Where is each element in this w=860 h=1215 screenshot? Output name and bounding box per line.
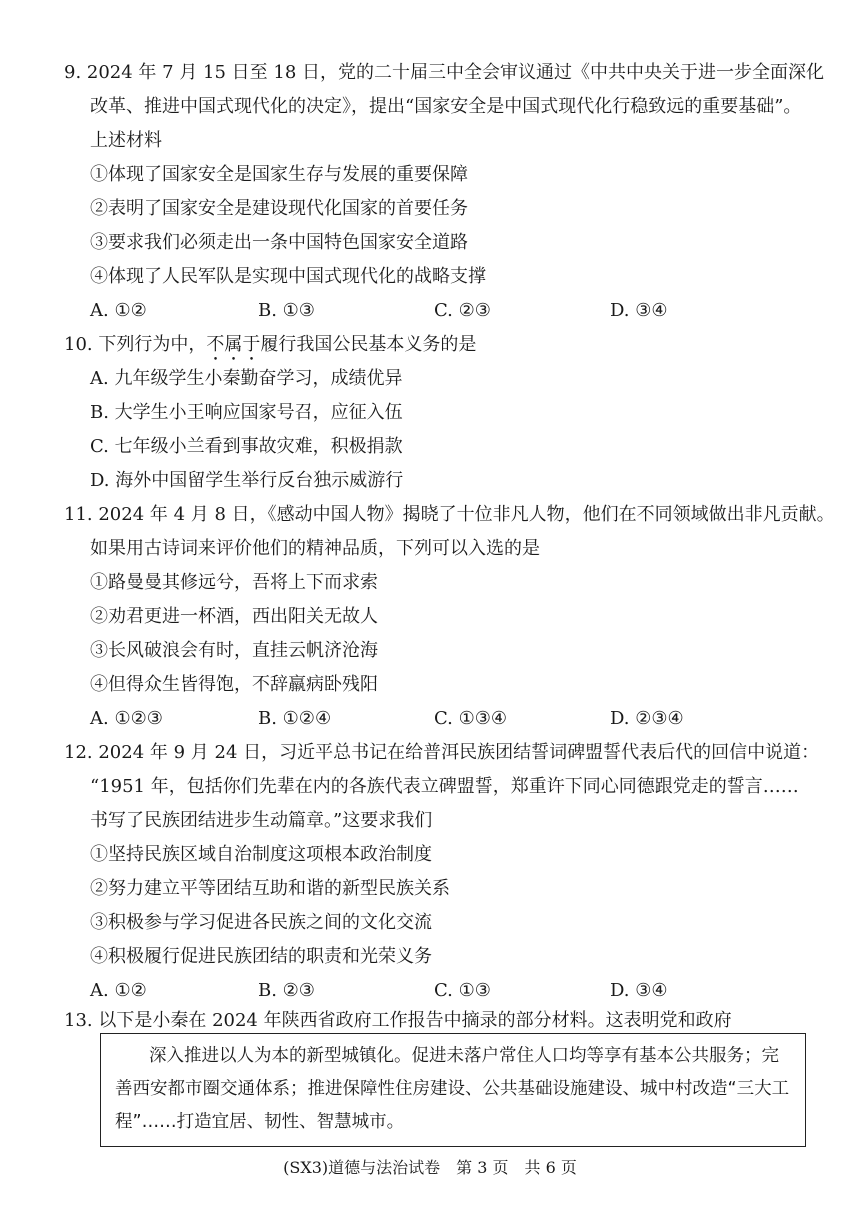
choice-item: C. 七年级小兰看到事故灾难，积极捐款: [90, 436, 403, 457]
material-line: 程”……打造宜居、韧性、智慧城市。: [115, 1112, 405, 1132]
question-stem-line: 11. 2024 年 4 月 8 日，《感动中国人物》揭晓了十位非凡人物，他们在不同领域做出非凡贡献。: [64, 504, 835, 525]
option-a: A. ①②③: [90, 708, 163, 729]
stem-suffix: 履行我国公民基本义务的是: [260, 334, 477, 355]
statement-item: ④体现了人民军队是实现中国式现代化的战略支撑: [90, 266, 486, 287]
emphasized-text: 不属于: [206, 334, 261, 355]
question-stem-line: 书写了民族团结进步生动篇章。”这要求我们: [90, 810, 433, 831]
statement-item: ①路曼曼其修远兮，吾将上下而求索: [90, 572, 378, 593]
question-10: [64, 328, 824, 498]
page-footer: (SX3)道德与法治试卷 第 3 页 共 6 页: [283, 1158, 577, 1177]
option-a: A. ①②: [90, 980, 147, 1001]
choice-item: D. 海外中国留学生举行反台独示威游行: [90, 470, 404, 491]
option-b: B. ①③: [258, 300, 315, 321]
question-stem-line: 9. 2024 年 7 月 15 日至 18 日，党的二十届三中全会审议通过《中共中央关于进一步全面深化: [64, 62, 825, 83]
option-d: D. ③④: [610, 980, 668, 1001]
question-stem-line: 改革、推进中国式现代化的决定》，提出“国家安全是中国式现代化行稳致远的重要基础”。: [90, 96, 802, 117]
answer-options: [64, 974, 824, 1008]
question-11: [64, 498, 835, 736]
material-box: [100, 1033, 806, 1147]
statement-item: ③积极参与学习促进各民族之间的文化交流: [90, 912, 432, 933]
question-stem-line: 12. 2024 年 9 月 24 日，习近平总书记在给普洱民族团结誓词碑盟誓代表后代的回信中说道：: [64, 742, 820, 763]
statement-item: ①体现了国家安全是国家生存与发展的重要保障: [90, 164, 468, 185]
option-c: C. ②③: [434, 300, 491, 321]
option-b: B. ②③: [258, 980, 315, 1001]
statement-item: ③长风破浪会有时，直挂云帆济沧海: [90, 640, 378, 661]
option-a: A. ①②: [90, 300, 147, 321]
statement-item: ④积极履行促进民族团结的职责和光荣义务: [90, 946, 432, 967]
statement-item: ④但得众生皆得饱，不辞羸病卧残阳: [90, 674, 378, 695]
option-c: C. ①③: [434, 980, 491, 1001]
answer-options: [64, 294, 824, 328]
option-c: C. ①③④: [434, 708, 507, 729]
question-stem-line: “1951 年，包括你们先辈在内的各族代表立碑盟誓，郑重许下同心同德跟党走的誓言……: [90, 776, 799, 797]
option-d: D. ③④: [610, 300, 668, 321]
question-stem-line: 如果用古诗词来评价他们的精神品质，下列可以入选的是: [90, 538, 540, 559]
statement-item: ①坚持民族区域自治制度这项根本政治制度: [90, 844, 432, 865]
statement-item: ②努力建立平等团结互助和谐的新型民族关系: [90, 878, 450, 899]
choice-item: A. 九年级学生小秦勤奋学习，成绩优异: [90, 368, 403, 389]
material-line: 善西安都市圈交通体系；推进保障性住房建设、公共基础设施建设、城中村改造“三大工: [115, 1079, 790, 1099]
answer-options: [64, 702, 824, 736]
question-9: [64, 56, 824, 328]
choice-item: B. 大学生小王响应国家号召，应征入伍: [90, 402, 403, 423]
question-13: [64, 1008, 824, 1034]
question-stem-line: 上述材料: [90, 130, 162, 151]
question-12: [64, 736, 824, 1008]
option-d: D. ②③④: [610, 708, 684, 729]
question-stem-line: [64, 328, 824, 362]
statement-item: ②表明了国家安全是建设现代化国家的首要任务: [90, 198, 468, 219]
material-line: 深入推进以人为本的新型城镇化。促进未落户常住人口均等享有基本公共服务；完: [149, 1046, 779, 1066]
question-stem-line: 13. 以下是小秦在 2024 年陕西省政府工作报告中摘录的部分材料。这表明党和政府: [64, 1010, 732, 1031]
stem-prefix: 10. 下列行为中，: [64, 334, 207, 355]
statement-item: ③要求我们必须走出一条中国特色国家安全道路: [90, 232, 468, 253]
statement-item: ②劝君更进一杯酒，西出阳关无故人: [90, 606, 378, 627]
option-b: B. ①②④: [258, 708, 332, 729]
